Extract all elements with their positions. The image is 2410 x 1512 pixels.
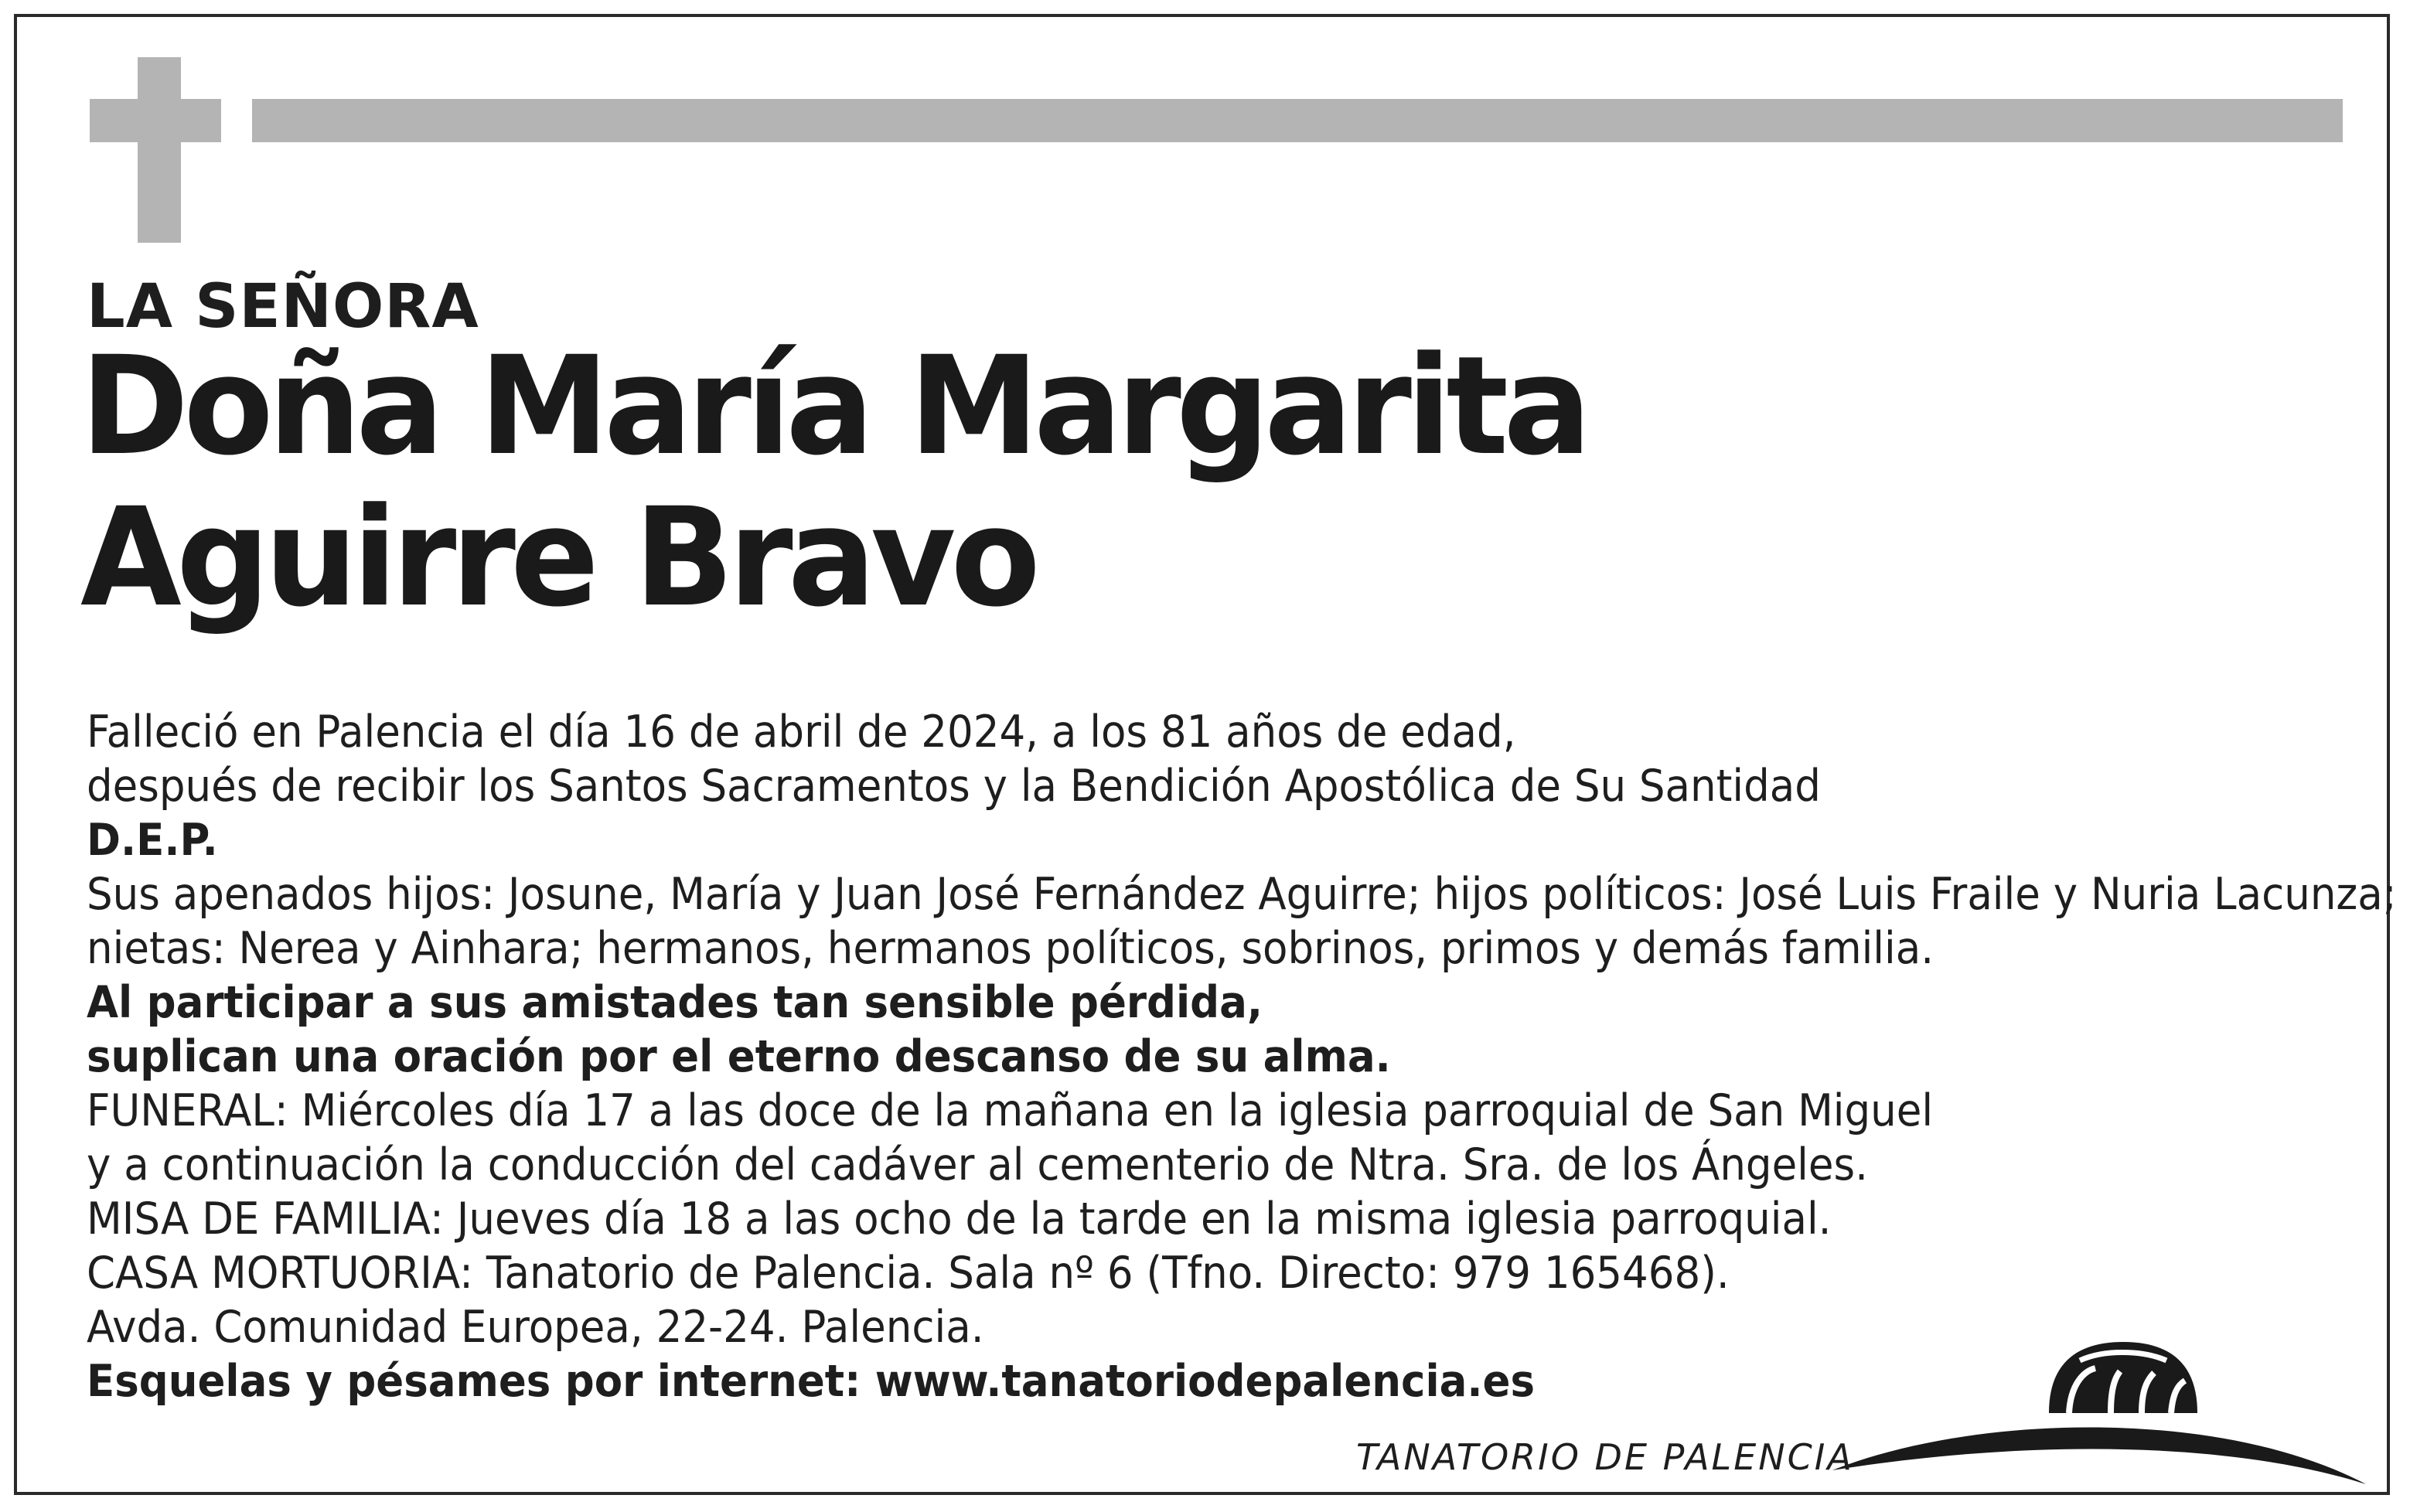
address-line: Avda. Comunidad Europea, 22-24. Palencia. (87, 1302, 984, 1353)
cross-icon (138, 57, 181, 243)
deceased-name-line2: Aguirre Bravo (80, 478, 1035, 637)
title-lead: LA SEÑORA (87, 272, 479, 342)
request-line1: Al participar a sus amistades tan sensible pérdida, (87, 977, 1263, 1028)
notice-body (87, 705, 2397, 1408)
dep-label: D.E.P. (87, 815, 218, 866)
sacraments-line: después de recibir los Santos Sacramentos y la Bendición Apostólica de Su Santidad (87, 761, 1821, 812)
death-announcement: Falleció en Palencia el día 16 de abril de 2024, a los 81 años de edad, (87, 707, 1516, 758)
deceased-name-line1: Doña María Margarita (80, 327, 1587, 485)
funeral-line1: FUNERAL: Miércoles día 17 a las doce de la mañana en la iglesia parroquial de San Miguel (87, 1085, 1934, 1136)
family-line1: Sus apenados hijos: Josune, María y Juan José Fernández Aguirre; hijos políticos: José Luis Fraile y Nuria Lacunza; (87, 869, 2397, 920)
brand-name: TANATORIO DE PALENCIA (1356, 1436, 1854, 1478)
funeral-line2: y a continuación la conducción del cadáver al cementerio de Ntra. Sra. de los Ángeles. (87, 1139, 1869, 1190)
mortuary-line: CASA MORTUORIA: Tanatorio de Palencia. Sala nº 6 (Tfno. Directo: 979 165468). (87, 1248, 1730, 1299)
cross-icon-bar (90, 99, 221, 142)
request-line2: suplican una oración por el eterno descanso de su alma. (87, 1031, 1391, 1082)
deceased-name (80, 327, 1587, 637)
website-line: Esquelas y pésames por internet: www.tanatoriodepalencia.es (87, 1356, 1536, 1407)
tanatorio-logo-icon (1817, 1314, 2374, 1492)
header-rule (252, 99, 2343, 142)
family-mass-line: MISA DE FAMILIA: Jueves día 18 a las ocho de la tarde en la misma iglesia parroquial. (87, 1194, 1832, 1245)
family-line2: nietas: Nerea y Ainhara; hermanos, hermanos políticos, sobrinos, primos y demás familia. (87, 923, 1934, 974)
